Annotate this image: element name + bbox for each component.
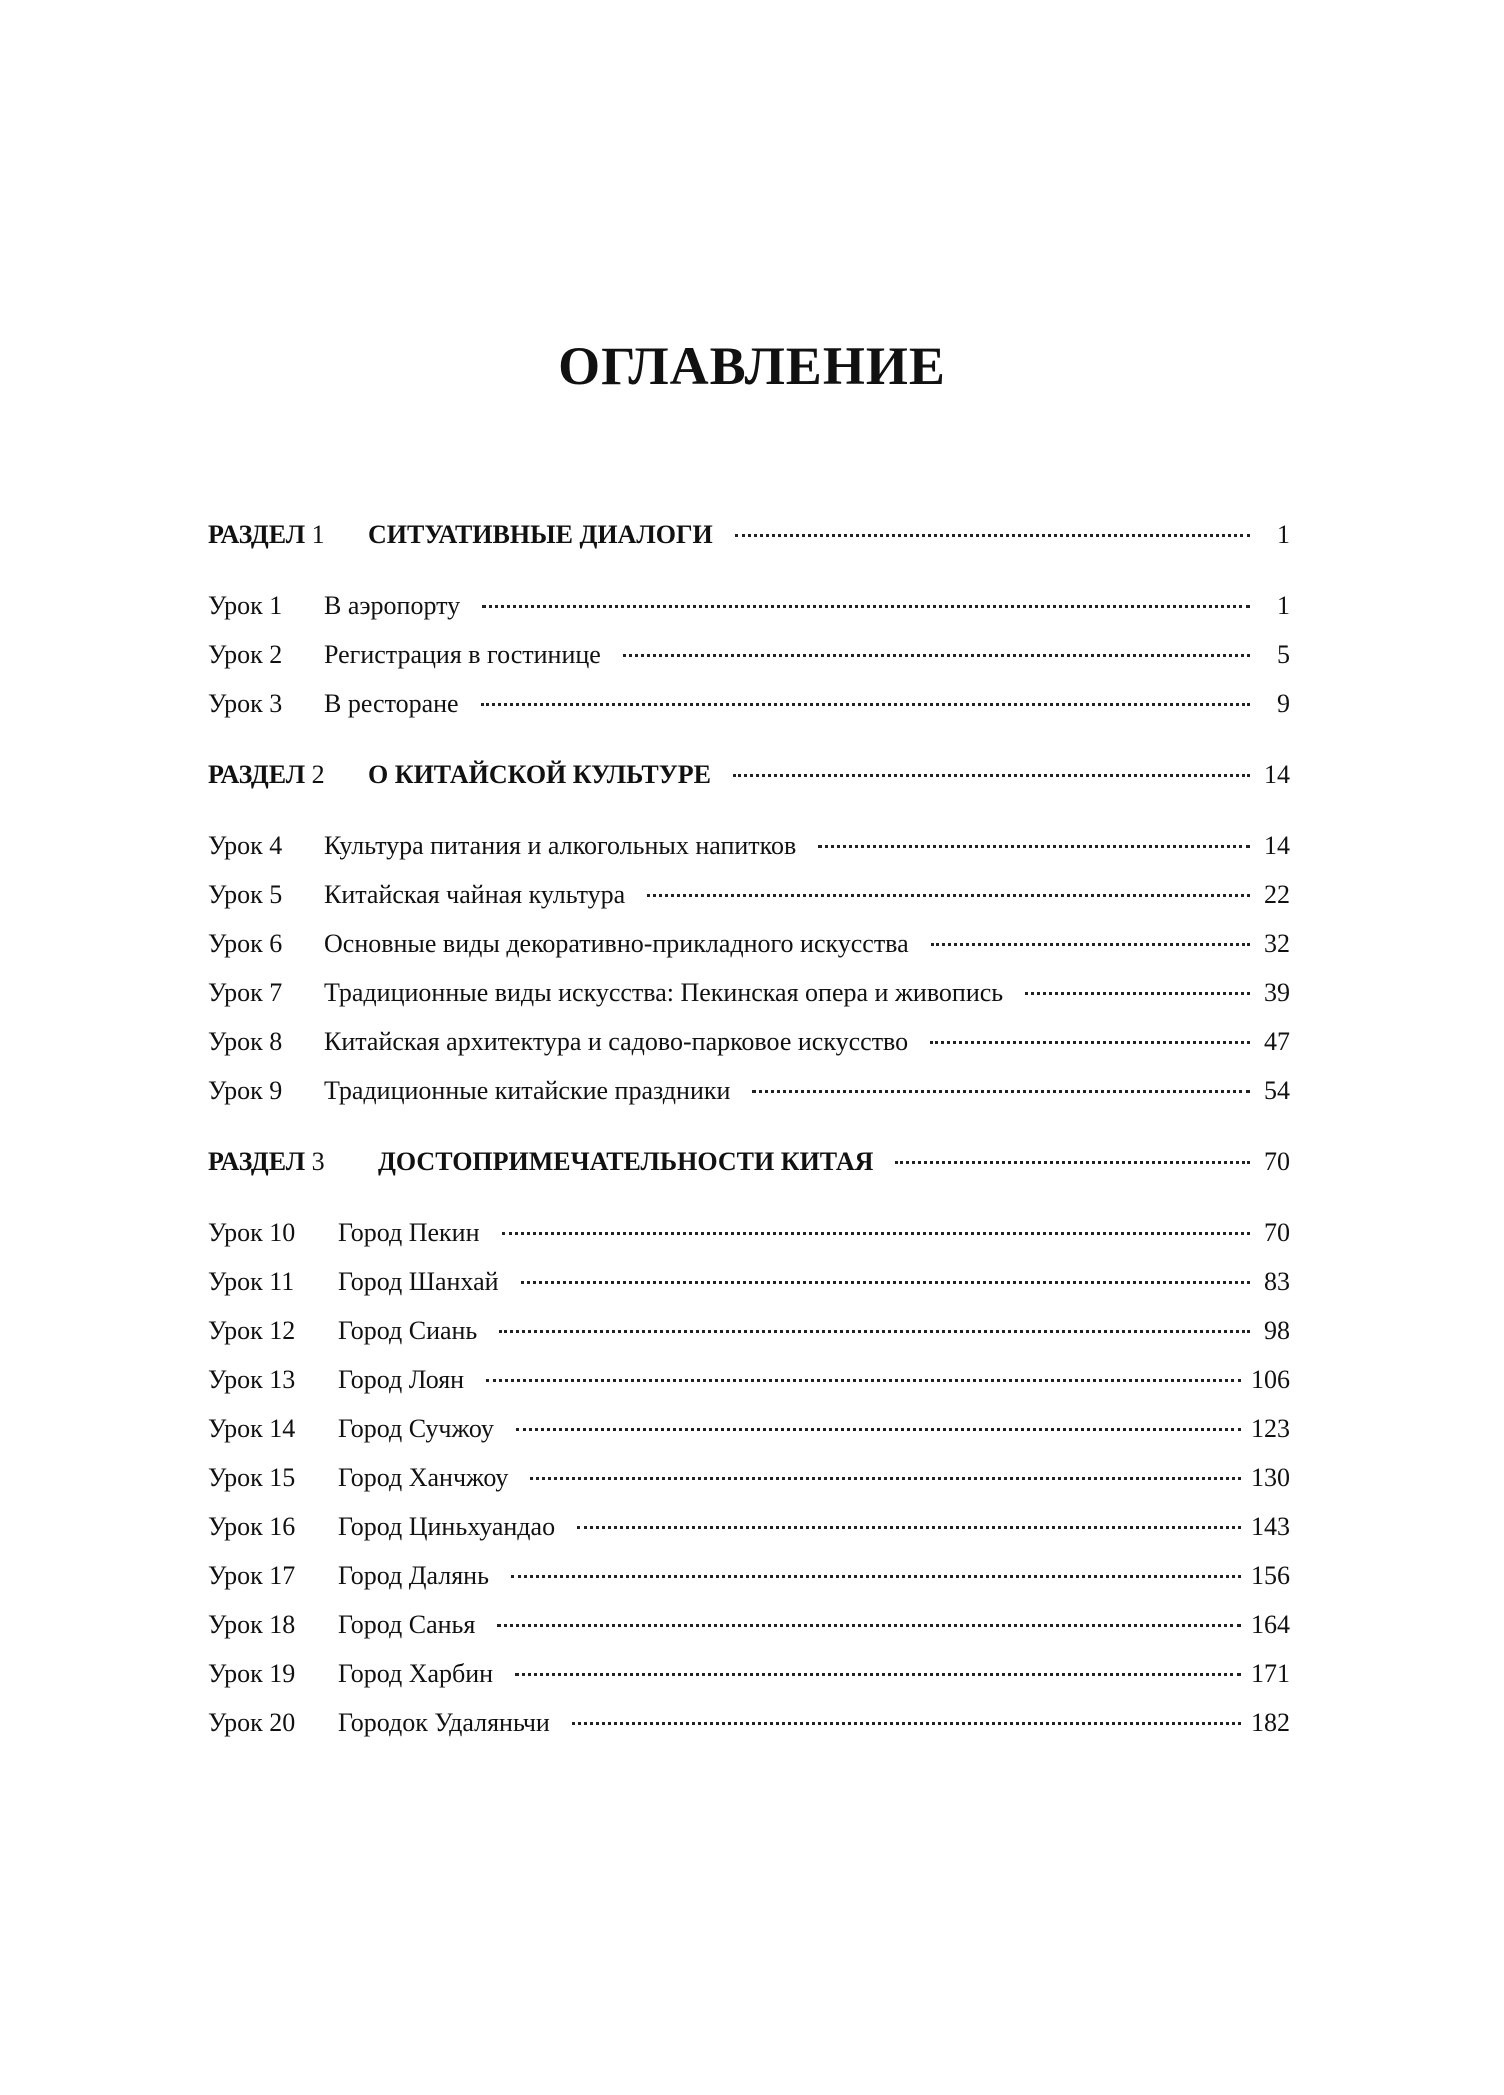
lesson-number: Урок 9: [208, 1076, 283, 1105]
dot-leader: [572, 1722, 1241, 1725]
page-number: 47: [1264, 1027, 1290, 1056]
page-number: 164: [1251, 1610, 1290, 1639]
dot-leader: [1025, 992, 1250, 995]
lesson-title: Традиционные виды искусства: Пекинская опера и живопись: [324, 978, 1004, 1007]
page-number: 14: [1264, 760, 1290, 789]
page-number: 5: [1277, 640, 1290, 669]
lesson-number: Урок 18: [208, 1610, 296, 1639]
lesson-title: Регистрация в гостинице: [324, 640, 601, 669]
section-number: 1: [311, 520, 325, 549]
page-number: 32: [1264, 929, 1290, 958]
page-number: 9: [1277, 689, 1290, 718]
page-number: 106: [1251, 1365, 1290, 1394]
toc-lesson-7[interactable]: [208, 978, 1290, 1027]
lesson-number: Урок 20: [208, 1708, 296, 1737]
dot-leader: [818, 845, 1250, 848]
toc-lesson-12[interactable]: [208, 1316, 1290, 1365]
lesson-title: Китайская архитектура и садово-парковое искусство: [324, 1027, 909, 1056]
lesson-title: Традиционные китайские праздники: [324, 1076, 731, 1105]
toc-section-2[interactable]: [208, 760, 1290, 809]
table-of-contents: [208, 520, 1290, 1757]
toc-lesson-20[interactable]: [208, 1708, 1290, 1757]
lesson-number: Урок 2: [208, 640, 283, 669]
lesson-title: Город Сиань: [338, 1316, 478, 1345]
toc-lesson-9[interactable]: [208, 1076, 1290, 1125]
dot-leader: [511, 1575, 1241, 1578]
section-number: 2: [311, 760, 325, 789]
page-number: 70: [1264, 1147, 1290, 1176]
lesson-title: Город Ханчжоу: [338, 1463, 509, 1492]
dot-leader: [530, 1477, 1241, 1480]
dot-leader: [481, 703, 1250, 706]
dot-leader: [486, 1379, 1241, 1382]
dot-leader: [752, 1090, 1250, 1093]
page-number: 54: [1264, 1076, 1290, 1105]
toc-lesson-16[interactable]: [208, 1512, 1290, 1561]
dot-leader: [516, 1428, 1241, 1431]
lesson-number: Урок 8: [208, 1027, 283, 1056]
toc-lesson-6[interactable]: [208, 929, 1290, 978]
lesson-number: Урок 19: [208, 1659, 296, 1688]
toc-lesson-19[interactable]: [208, 1659, 1290, 1708]
section-number: 3: [311, 1147, 325, 1176]
toc-lesson-5[interactable]: [208, 880, 1290, 929]
toc-lesson-15[interactable]: [208, 1463, 1290, 1512]
toc-lesson-8[interactable]: [208, 1027, 1290, 1076]
toc-section-1[interactable]: [208, 520, 1290, 569]
toc-lesson-3[interactable]: [208, 689, 1290, 738]
lesson-title: Город Пекин: [338, 1218, 480, 1247]
lesson-number: Урок 11: [208, 1267, 295, 1296]
page-number: 14: [1264, 831, 1290, 860]
lesson-title: Город Санья: [338, 1610, 476, 1639]
lesson-number: Урок 12: [208, 1316, 296, 1345]
lesson-number: Урок 13: [208, 1365, 296, 1394]
lesson-number: Урок 3: [208, 689, 283, 718]
section-title: СИТУАТИВНЫЕ ДИАЛОГИ: [368, 520, 713, 549]
lesson-title: В аэропорту: [324, 591, 461, 620]
dot-leader: [733, 774, 1250, 777]
lesson-number: Урок 7: [208, 978, 283, 1007]
page-number: 70: [1264, 1218, 1290, 1247]
page-number: 98: [1264, 1316, 1290, 1345]
dot-leader: [515, 1673, 1241, 1676]
toc-lesson-1[interactable]: [208, 591, 1290, 640]
lesson-number: Урок 1: [208, 591, 283, 620]
toc-lesson-18[interactable]: [208, 1610, 1290, 1659]
lesson-title: Культура питания и алкогольных напитков: [324, 831, 797, 860]
dot-leader: [502, 1232, 1250, 1235]
section-keyword: РАЗДЕЛ: [208, 760, 306, 789]
section-keyword: РАЗДЕЛ: [208, 520, 306, 549]
page-number: 182: [1251, 1708, 1290, 1737]
dot-leader: [895, 1161, 1250, 1164]
section-title: ДОСТОПРИМЕЧАТЕЛЬНОСТИ КИТАЯ: [378, 1147, 874, 1176]
lesson-number: Урок 4: [208, 831, 283, 860]
lesson-title: Городок Удаляньчи: [338, 1708, 550, 1737]
lesson-title: Город Шанхай: [338, 1267, 499, 1296]
dot-leader: [499, 1330, 1250, 1333]
lesson-title: Город Сучжоу: [338, 1414, 494, 1443]
toc-lesson-4[interactable]: [208, 831, 1290, 880]
lesson-number: Урок 15: [208, 1463, 296, 1492]
page-number: 130: [1251, 1463, 1290, 1492]
page-number: 143: [1251, 1512, 1290, 1541]
lesson-number: Урок 17: [208, 1561, 296, 1590]
section-title: О КИТАЙСКОЙ КУЛЬТУРЕ: [368, 760, 712, 789]
page-number: 1: [1277, 520, 1290, 549]
toc-lesson-11[interactable]: [208, 1267, 1290, 1316]
toc-lesson-10[interactable]: [208, 1218, 1290, 1267]
page-number: 39: [1264, 978, 1290, 1007]
dot-leader: [577, 1526, 1241, 1529]
lesson-number: Урок 5: [208, 880, 283, 909]
page-number: 1: [1277, 591, 1290, 620]
lesson-title: В ресторане: [324, 689, 459, 718]
lesson-title: Китайская чайная культура: [324, 880, 626, 909]
lesson-title: Город Лоян: [338, 1365, 465, 1394]
lesson-number: Урок 6: [208, 929, 283, 958]
dot-leader: [735, 534, 1250, 537]
page-number: 156: [1251, 1561, 1290, 1590]
dot-leader: [623, 654, 1250, 657]
page-number: 171: [1251, 1659, 1290, 1688]
section-keyword: РАЗДЕЛ: [208, 1147, 306, 1176]
lesson-number: Урок 14: [208, 1414, 296, 1443]
toc-lesson-14[interactable]: [208, 1414, 1290, 1463]
lesson-title: Город Циньхуандао: [338, 1512, 556, 1541]
dot-leader: [497, 1624, 1241, 1627]
toc-lesson-2[interactable]: [208, 640, 1290, 689]
lesson-title: Основные виды декоративно-прикладного искусства: [324, 929, 909, 958]
dot-leader: [521, 1281, 1250, 1284]
lesson-number: Урок 16: [208, 1512, 296, 1541]
lesson-number: Урок 10: [208, 1218, 296, 1247]
page-number: 123: [1251, 1414, 1290, 1443]
toc-lesson-13[interactable]: [208, 1365, 1290, 1414]
dot-leader: [930, 1041, 1250, 1044]
dot-leader: [482, 605, 1250, 608]
lesson-title: Город Далянь: [338, 1561, 489, 1590]
page-number: 22: [1264, 880, 1290, 909]
page-number: 83: [1264, 1267, 1290, 1296]
dot-leader: [931, 943, 1250, 946]
lesson-title: Город Харбин: [338, 1659, 494, 1688]
dot-leader: [647, 894, 1250, 897]
toc-section-3[interactable]: [208, 1147, 1290, 1196]
toc-lesson-17[interactable]: [208, 1561, 1290, 1610]
page-title: ОГЛАВЛЕНИЕ: [558, 336, 946, 396]
